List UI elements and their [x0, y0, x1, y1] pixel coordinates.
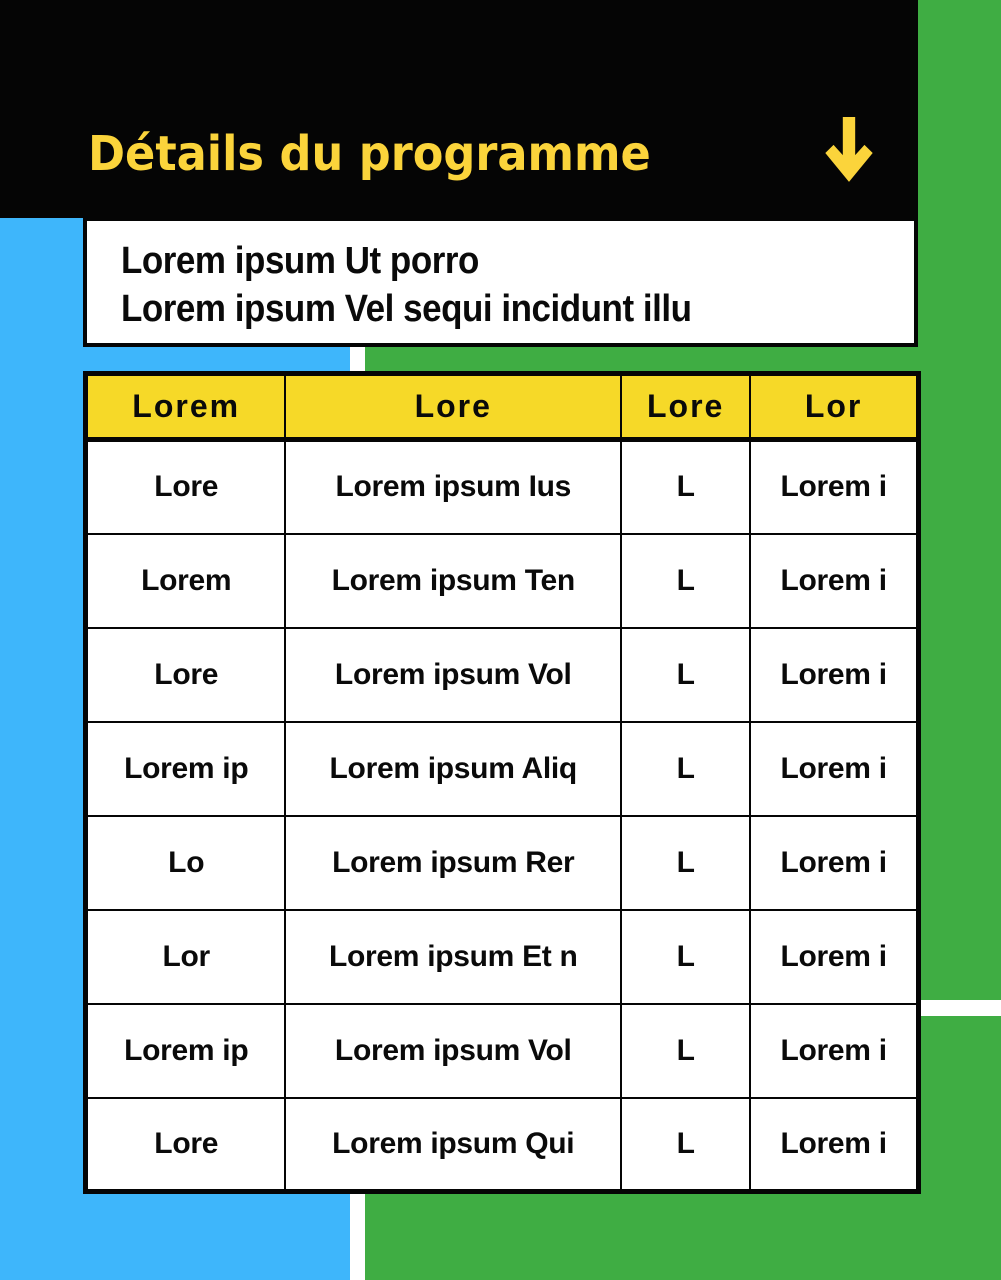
table-cell-col1: Lorem ip [86, 722, 286, 816]
column-header-2: Lore [285, 374, 621, 440]
table-cell-col1: Lorem [86, 534, 286, 628]
table-row [86, 440, 919, 534]
table-cell-col3: L [621, 440, 750, 534]
table-cell-col2: Lorem ipsum Ten [285, 534, 621, 628]
table-cell-col4: Lorem i [750, 440, 918, 534]
intro-line-1: Lorem ipsum Ut porro [121, 240, 479, 282]
table-cell-col4: Lorem i [750, 534, 918, 628]
table-cell-col1: Lo [86, 816, 286, 910]
column-header-1: Lorem [86, 374, 286, 440]
table-cell-col2: Lorem ipsum Qui [285, 1098, 621, 1192]
table-cell-col4: Lorem i [750, 628, 918, 722]
table-cell-col4: Lorem i [750, 1098, 918, 1192]
table-cell-col4: Lorem i [750, 816, 918, 910]
program-table-container [83, 371, 921, 1194]
down-arrow-icon [824, 117, 874, 185]
table-row [86, 1004, 919, 1098]
table-cell-col1: Lor [86, 910, 286, 1004]
intro-box [83, 218, 918, 347]
table-cell-col4: Lorem i [750, 1004, 918, 1098]
table-cell-col2: Lorem ipsum Rer [285, 816, 621, 910]
table-row [86, 816, 919, 910]
table-cell-col3: L [621, 534, 750, 628]
table-cell-col4: Lorem i [750, 910, 918, 1004]
table-cell-col3: L [621, 910, 750, 1004]
table-cell-col3: L [621, 628, 750, 722]
green-strip-white-divider [921, 1000, 1001, 1016]
table-row [86, 1098, 919, 1192]
table-cell-col2: Lorem ipsum Ius [285, 440, 621, 534]
column-header-4: Lor [750, 374, 918, 440]
column-header-3: Lore [621, 374, 750, 440]
table-cell-col3: L [621, 1004, 750, 1098]
table-cell-col1: Lore [86, 440, 286, 534]
table-cell-col2: Lorem ipsum Vol [285, 628, 621, 722]
program-table-body [86, 440, 919, 1192]
table-cell-col2: Lorem ipsum Vol [285, 1004, 621, 1098]
table-cell-col3: L [621, 816, 750, 910]
table-cell-col4: Lorem i [750, 722, 918, 816]
table-cell-col3: L [621, 722, 750, 816]
header-row [86, 374, 919, 440]
table-cell-col1: Lorem ip [86, 1004, 286, 1098]
table-cell-col2: Lorem ipsum Aliq [285, 722, 621, 816]
table-cell-col1: Lore [86, 628, 286, 722]
table-cell-col2: Lorem ipsum Et n [285, 910, 621, 1004]
table-row [86, 910, 919, 1004]
table-cell-col3: L [621, 1098, 750, 1192]
intro-line-2: Lorem ipsum Vel sequi incidunt illu [121, 288, 692, 330]
table-row [86, 628, 919, 722]
page-title: Détails du programme [88, 126, 651, 182]
table-row [86, 534, 919, 628]
program-table [83, 371, 921, 1194]
table-cell-col1: Lore [86, 1098, 286, 1192]
header-band [0, 0, 918, 218]
program-table-header [86, 374, 919, 440]
table-row [86, 722, 919, 816]
